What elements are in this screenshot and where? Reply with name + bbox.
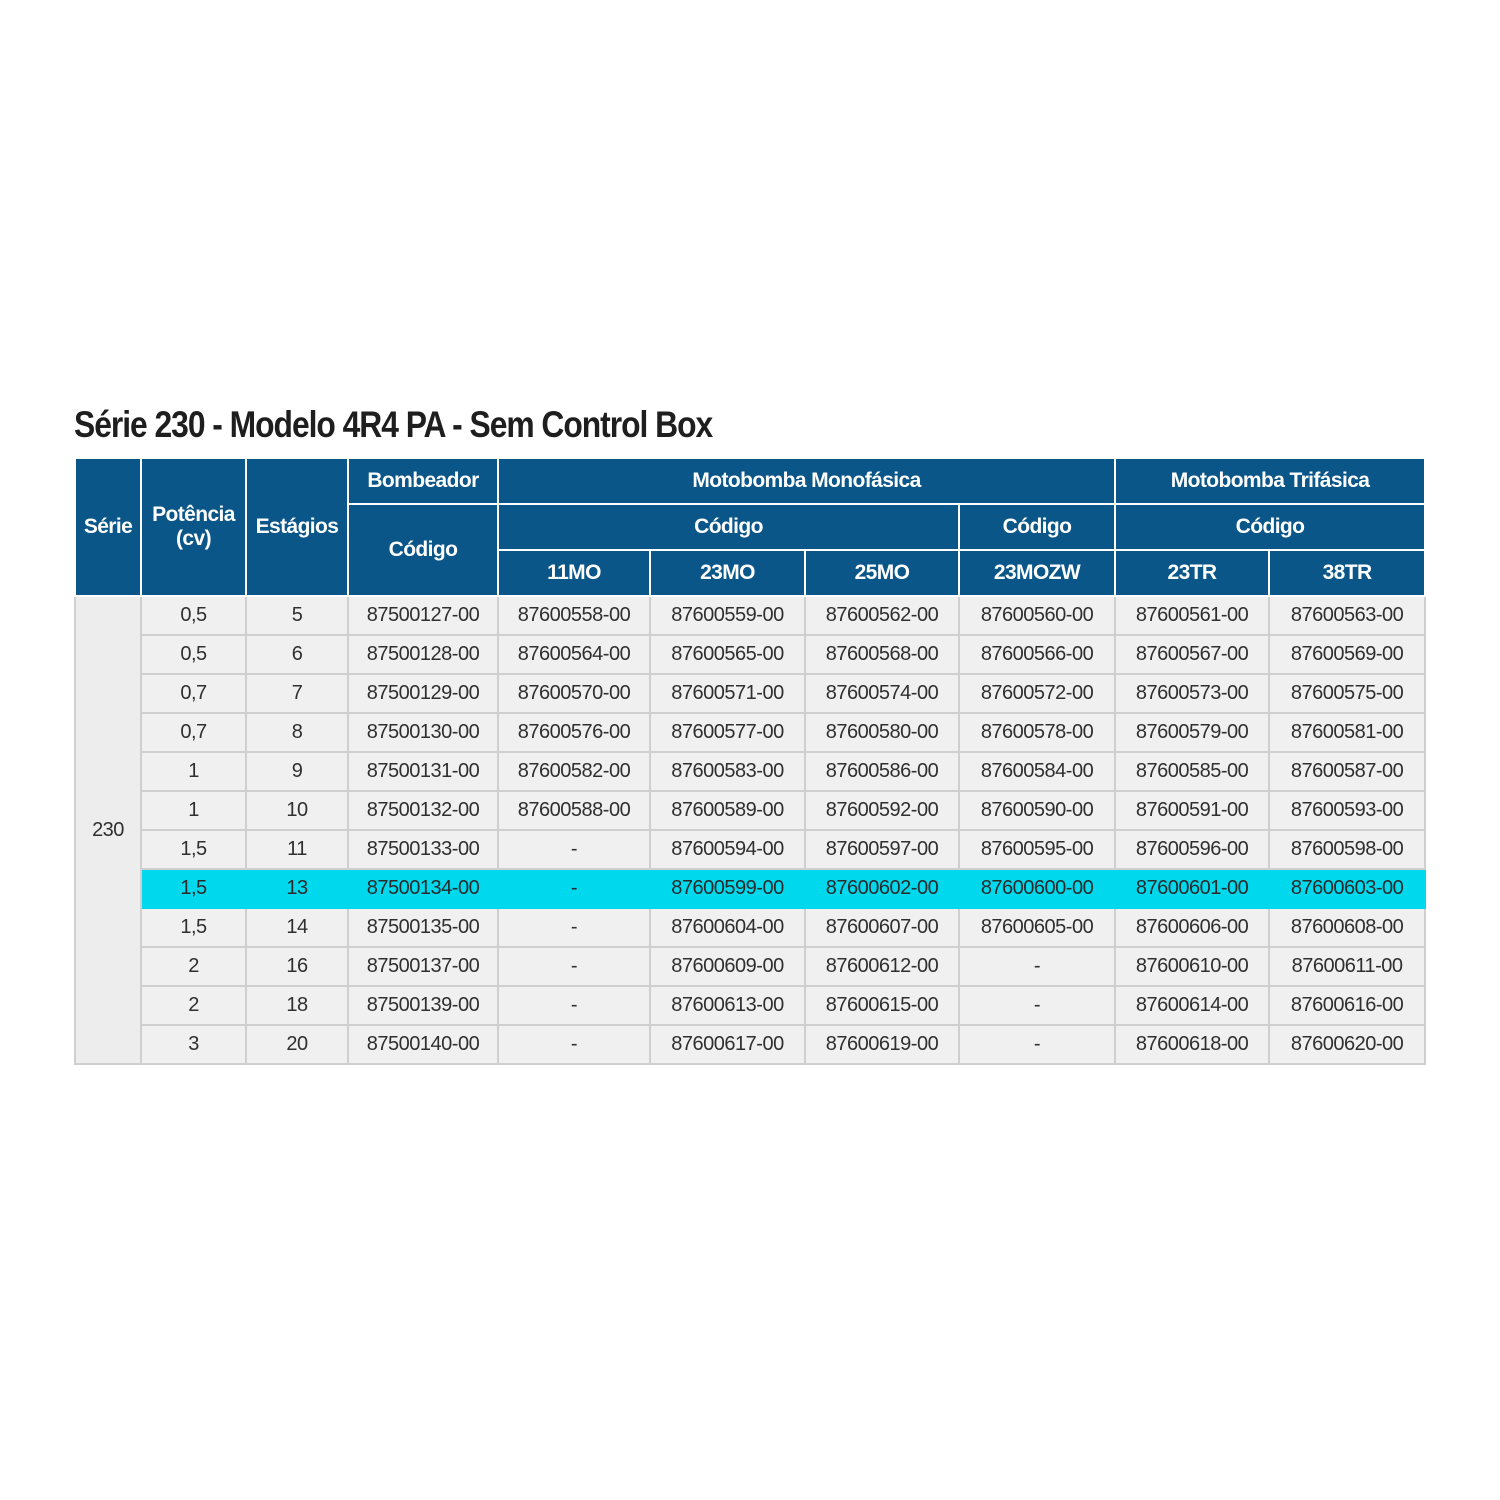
- code-38tr-cell: 87600620-00: [1269, 1025, 1425, 1064]
- header-model-38tr: 38TR: [1269, 550, 1425, 596]
- estagios-cell: 16: [246, 947, 348, 986]
- code-25mo-cell: 87600602-00: [805, 869, 959, 908]
- estagios-cell: 13: [246, 869, 348, 908]
- code-23tr-cell: 87600585-00: [1115, 752, 1269, 791]
- code-23tr-cell: 87600618-00: [1115, 1025, 1269, 1064]
- code-23tr-cell: 87600614-00: [1115, 986, 1269, 1025]
- estagios-cell: 10: [246, 791, 348, 830]
- code-23mozw-cell: 87600566-00: [959, 635, 1115, 674]
- bombeador-code-cell: 87500139-00: [348, 986, 498, 1025]
- estagios-cell: 6: [246, 635, 348, 674]
- bombeador-code-cell: 87500128-00: [348, 635, 498, 674]
- code-23mozw-cell: 87600590-00: [959, 791, 1115, 830]
- header-model-23tr: 23TR: [1115, 550, 1269, 596]
- code-25mo-cell: 87600580-00: [805, 713, 959, 752]
- header-trifasica-codigo: Código: [1115, 504, 1425, 550]
- table-row: [75, 752, 1425, 791]
- code-11mo-cell: -: [498, 869, 650, 908]
- estagios-cell: 14: [246, 908, 348, 947]
- table-header: [75, 458, 1425, 596]
- code-25mo-cell: 87600562-00: [805, 596, 959, 635]
- bombeador-code-cell: 87500137-00: [348, 947, 498, 986]
- code-11mo-cell: -: [498, 1025, 650, 1064]
- estagios-cell: 9: [246, 752, 348, 791]
- potencia-cell: 1: [141, 791, 246, 830]
- code-25mo-cell: 87600586-00: [805, 752, 959, 791]
- bombeador-code-cell: 87500133-00: [348, 830, 498, 869]
- code-38tr-cell: 87600587-00: [1269, 752, 1425, 791]
- table-row: [75, 830, 1425, 869]
- code-38tr-cell: 87600581-00: [1269, 713, 1425, 752]
- code-11mo-cell: 87600558-00: [498, 596, 650, 635]
- code-23mozw-cell: 87600584-00: [959, 752, 1115, 791]
- bombeador-code-cell: 87500135-00: [348, 908, 498, 947]
- code-23tr-cell: 87600596-00: [1115, 830, 1269, 869]
- estagios-cell: 18: [246, 986, 348, 1025]
- bombeador-code-cell: 87500134-00: [348, 869, 498, 908]
- header-serie: Série: [75, 458, 141, 596]
- potencia-cell: 0,5: [141, 596, 246, 635]
- table-row: [75, 635, 1425, 674]
- code-23tr-cell: 87600573-00: [1115, 674, 1269, 713]
- code-11mo-cell: 87600588-00: [498, 791, 650, 830]
- estagios-cell: 7: [246, 674, 348, 713]
- code-23mo-cell: 87600583-00: [650, 752, 805, 791]
- code-38tr-cell: 87600563-00: [1269, 596, 1425, 635]
- code-11mo-cell: 87600570-00: [498, 674, 650, 713]
- code-11mo-cell: 87600576-00: [498, 713, 650, 752]
- code-23mo-cell: 87600594-00: [650, 830, 805, 869]
- code-23tr-cell: 87600591-00: [1115, 791, 1269, 830]
- code-38tr-cell: 87600593-00: [1269, 791, 1425, 830]
- header-bombeador-codigo: Código: [348, 504, 498, 596]
- header-bombeador: Bombeador: [348, 458, 498, 504]
- code-23mo-cell: 87600599-00: [650, 869, 805, 908]
- code-23mo-cell: 87600571-00: [650, 674, 805, 713]
- code-25mo-cell: 87600597-00: [805, 830, 959, 869]
- header-motobomba-monofasica: Motobomba Monofásica: [498, 458, 1115, 504]
- header-model-25mo: 25MO: [805, 550, 959, 596]
- code-23mozw-cell: 87600595-00: [959, 830, 1115, 869]
- code-23mozw-cell: 87600578-00: [959, 713, 1115, 752]
- header-model-23mozw: 23MOZW: [959, 550, 1115, 596]
- potencia-cell: 0,7: [141, 713, 246, 752]
- code-23mo-cell: 87600577-00: [650, 713, 805, 752]
- bombeador-code-cell: 87500140-00: [348, 1025, 498, 1064]
- code-23mo-cell: 87600565-00: [650, 635, 805, 674]
- header-potencia: [141, 458, 246, 596]
- code-25mo-cell: 87600607-00: [805, 908, 959, 947]
- table-body: [75, 596, 1425, 1064]
- code-23mozw-cell: -: [959, 986, 1115, 1025]
- bombeador-code-cell: 87500127-00: [348, 596, 498, 635]
- potencia-cell: 1: [141, 752, 246, 791]
- code-23tr-cell: 87600561-00: [1115, 596, 1269, 635]
- table-row: [75, 986, 1425, 1025]
- code-38tr-cell: 87600603-00: [1269, 869, 1425, 908]
- code-23mo-cell: 87600613-00: [650, 986, 805, 1025]
- potencia-cell: 0,5: [141, 635, 246, 674]
- table-row: [75, 596, 1425, 635]
- code-23mozw-cell: 87600572-00: [959, 674, 1115, 713]
- code-23mo-cell: 87600559-00: [650, 596, 805, 635]
- code-25mo-cell: 87600592-00: [805, 791, 959, 830]
- code-11mo-cell: 87600582-00: [498, 752, 650, 791]
- bombeador-code-cell: 87500130-00: [348, 713, 498, 752]
- code-23mozw-cell: 87600600-00: [959, 869, 1115, 908]
- bombeador-code-cell: 87500132-00: [348, 791, 498, 830]
- code-38tr-cell: 87600598-00: [1269, 830, 1425, 869]
- code-25mo-cell: 87600568-00: [805, 635, 959, 674]
- code-23mozw-cell: -: [959, 1025, 1115, 1064]
- estagios-cell: 5: [246, 596, 348, 635]
- potencia-cell: 1,5: [141, 830, 246, 869]
- table-row: [75, 1025, 1425, 1064]
- code-23mozw-cell: -: [959, 947, 1115, 986]
- code-11mo-cell: 87600564-00: [498, 635, 650, 674]
- table-row: [75, 947, 1425, 986]
- code-11mo-cell: -: [498, 947, 650, 986]
- code-25mo-cell: 87600612-00: [805, 947, 959, 986]
- code-23mo-cell: 87600589-00: [650, 791, 805, 830]
- header-monofasica-codigo: Código: [498, 504, 959, 550]
- bombeador-code-cell: 87500129-00: [348, 674, 498, 713]
- potencia-cell: 0,7: [141, 674, 246, 713]
- code-25mo-cell: 87600574-00: [805, 674, 959, 713]
- code-23mozw-cell: 87600605-00: [959, 908, 1115, 947]
- code-38tr-cell: 87600616-00: [1269, 986, 1425, 1025]
- code-23tr-cell: 87600610-00: [1115, 947, 1269, 986]
- potencia-cell: 3: [141, 1025, 246, 1064]
- table-row: [75, 713, 1425, 752]
- code-25mo-cell: 87600615-00: [805, 986, 959, 1025]
- code-11mo-cell: -: [498, 986, 650, 1025]
- code-23tr-cell: 87600601-00: [1115, 869, 1269, 908]
- table-row: [75, 674, 1425, 713]
- code-38tr-cell: 87600569-00: [1269, 635, 1425, 674]
- estagios-cell: 11: [246, 830, 348, 869]
- potencia-cell: 1,5: [141, 869, 246, 908]
- code-23mozw-cell: 87600560-00: [959, 596, 1115, 635]
- header-estagios: Estágios: [246, 458, 348, 596]
- code-38tr-cell: 87600608-00: [1269, 908, 1425, 947]
- header-potencia-label: Potência (cv): [152, 503, 235, 550]
- code-38tr-cell: 87600575-00: [1269, 674, 1425, 713]
- header-monofasica-codigo-zw: Código: [959, 504, 1115, 550]
- bombeador-code-cell: 87500131-00: [348, 752, 498, 791]
- code-23mo-cell: 87600617-00: [650, 1025, 805, 1064]
- potencia-cell: 1,5: [141, 908, 246, 947]
- code-38tr-cell: 87600611-00: [1269, 947, 1425, 986]
- header-motobomba-trifasica: Motobomba Trifásica: [1115, 458, 1425, 504]
- code-23mo-cell: 87600609-00: [650, 947, 805, 986]
- table-row: [75, 908, 1425, 947]
- code-11mo-cell: -: [498, 830, 650, 869]
- serie-cell: 230: [75, 596, 141, 1064]
- table-row-highlighted: [75, 869, 1425, 908]
- code-23tr-cell: 87600606-00: [1115, 908, 1269, 947]
- estagios-cell: 8: [246, 713, 348, 752]
- code-25mo-cell: 87600619-00: [805, 1025, 959, 1064]
- product-code-table: [74, 457, 1426, 1065]
- code-11mo-cell: -: [498, 908, 650, 947]
- estagios-cell: 20: [246, 1025, 348, 1064]
- table-row: [75, 791, 1425, 830]
- table-title: Série 230 - Modelo 4R4 PA - Sem Control Box: [74, 404, 713, 445]
- potencia-cell: 2: [141, 986, 246, 1025]
- code-23tr-cell: 87600579-00: [1115, 713, 1269, 752]
- header-model-11mo: 11MO: [498, 550, 650, 596]
- code-23mo-cell: 87600604-00: [650, 908, 805, 947]
- code-23tr-cell: 87600567-00: [1115, 635, 1269, 674]
- header-model-23mo: 23MO: [650, 550, 805, 596]
- potencia-cell: 2: [141, 947, 246, 986]
